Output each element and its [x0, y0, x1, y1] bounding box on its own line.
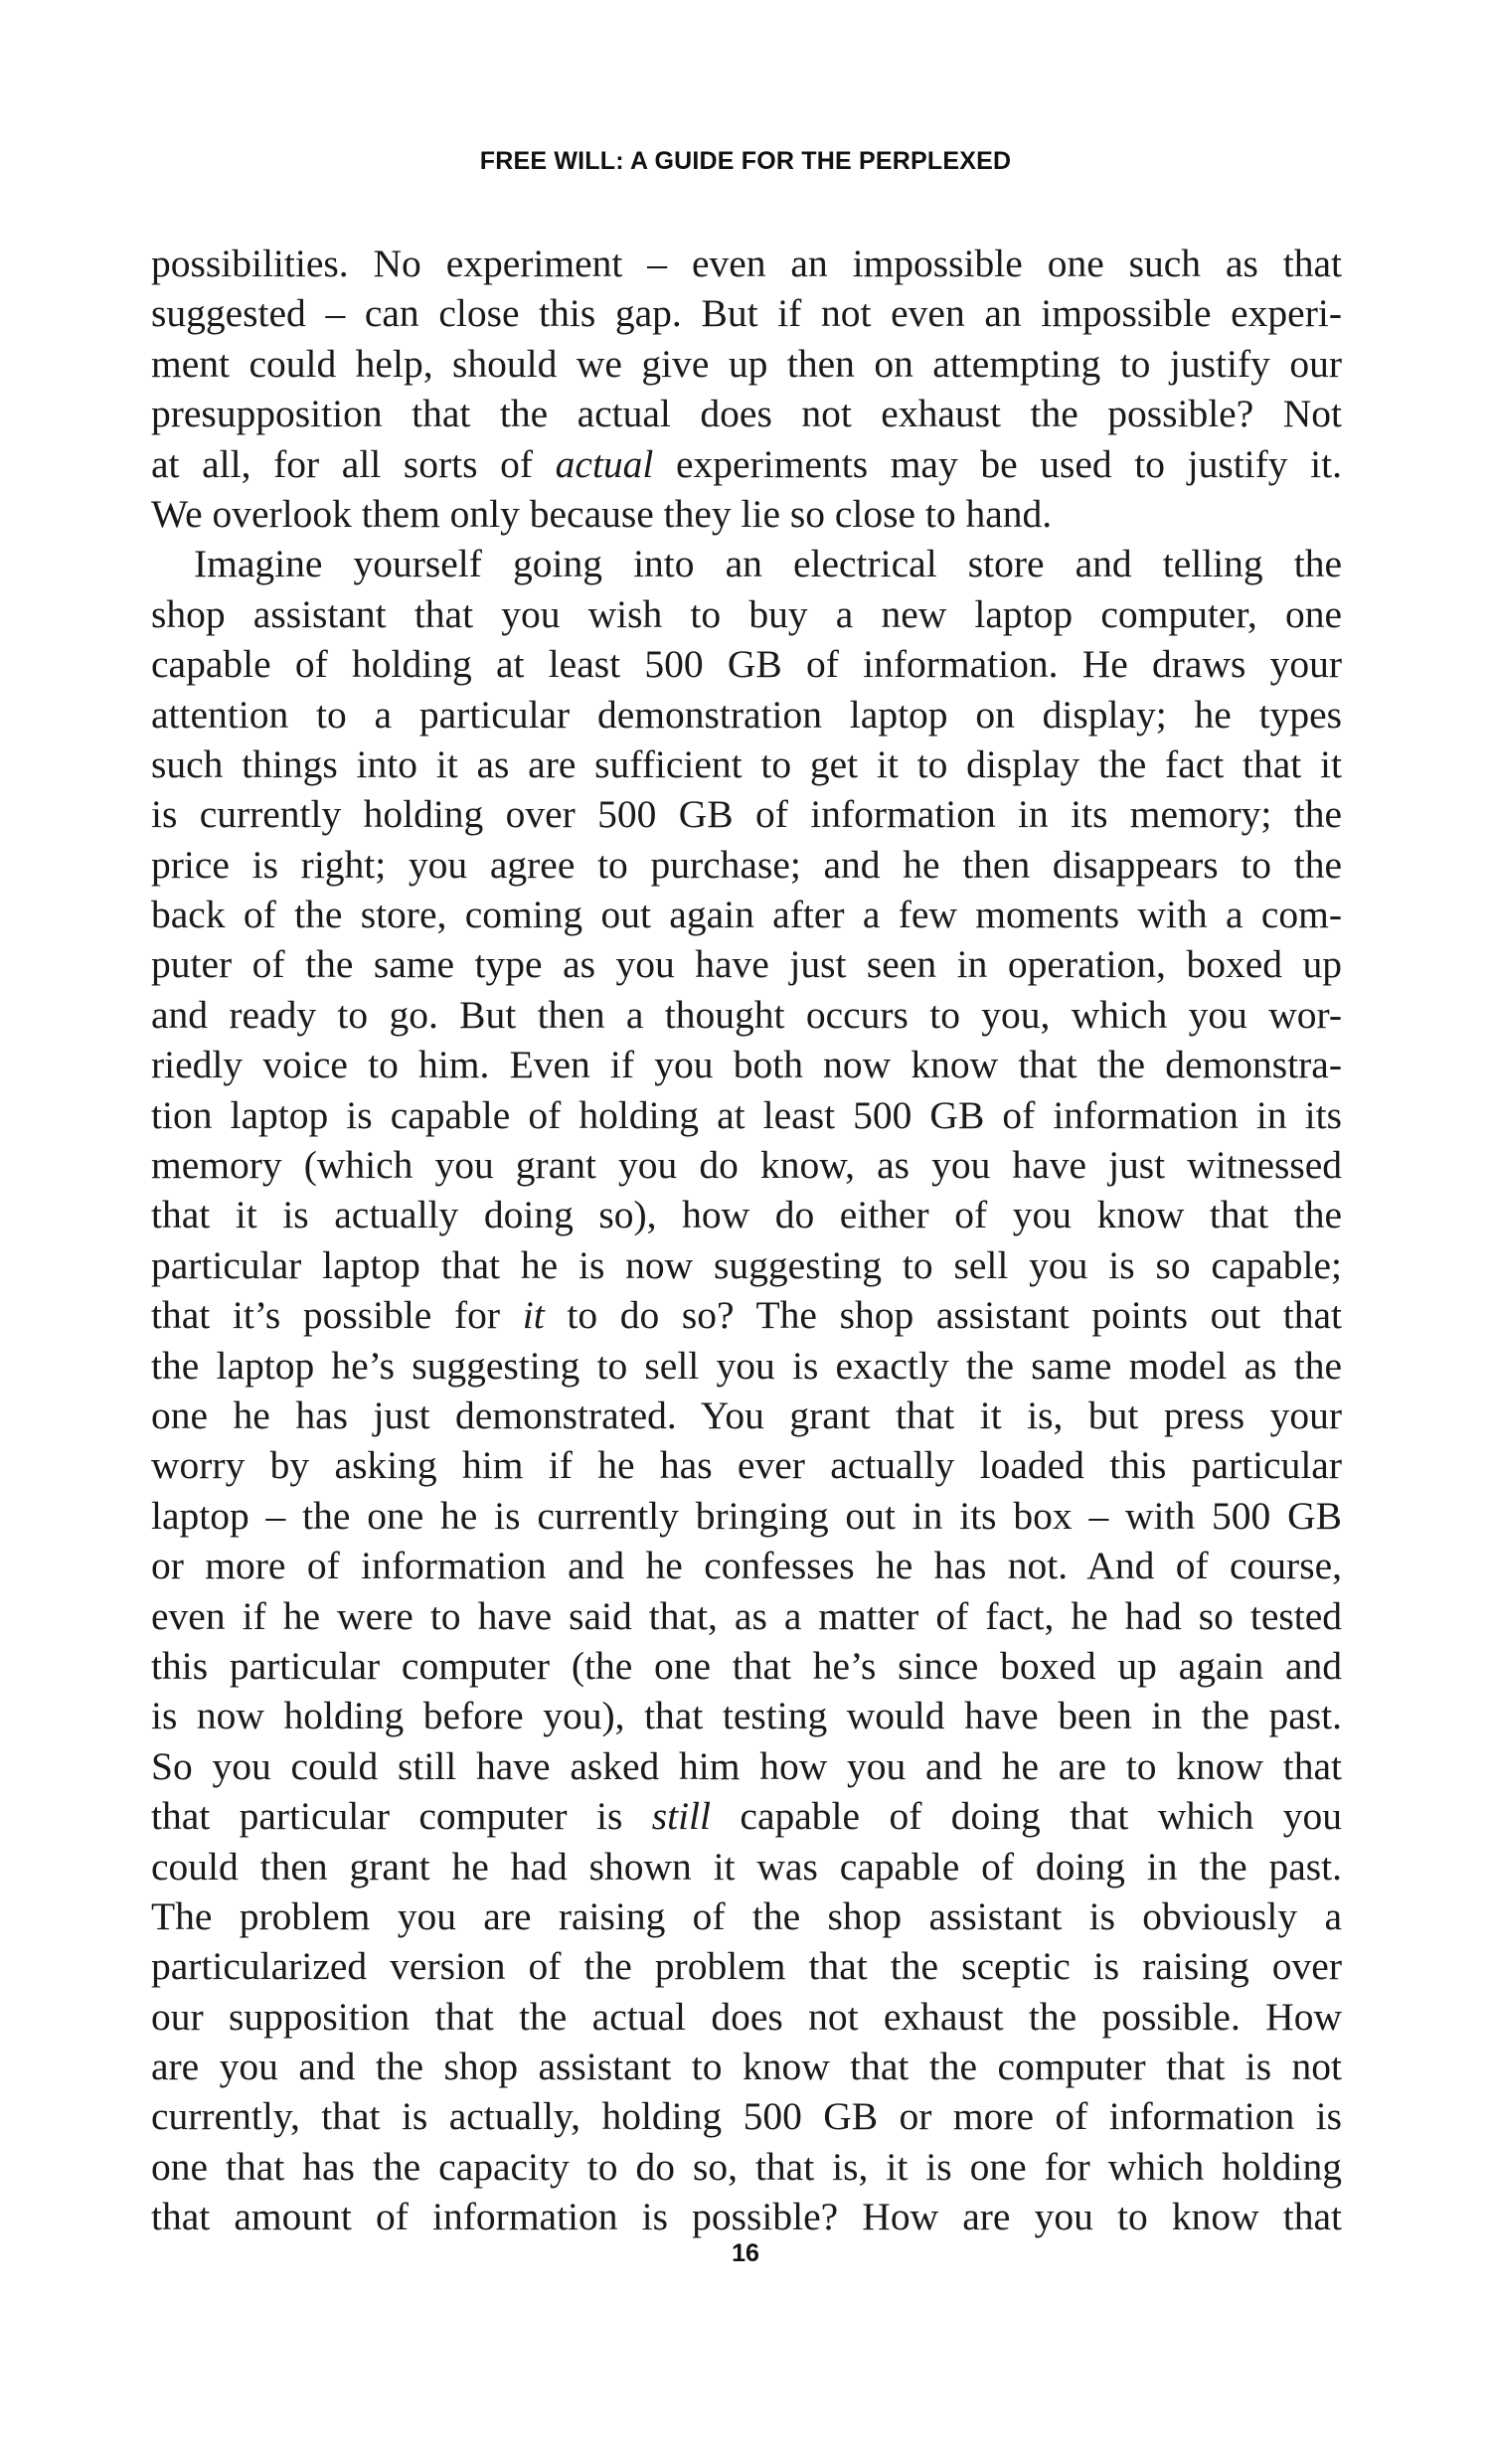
- running-head: FREE WILL: A GUIDE FOR THE PERPLEXED: [479, 147, 1012, 175]
- text-line: attention to a particular demonstration laptop on display; he types: [151, 692, 1342, 737]
- text-line: laptop – the one he is currently bringing out in its box – with 500 GB: [151, 1493, 1342, 1538]
- text-line: or more of information and he confesses he has not. And of course,: [151, 1544, 1342, 1588]
- text-line: We overlook them only because they lie so close to hand.: [151, 491, 1053, 536]
- text-segment: that it’s possible for: [151, 1293, 523, 1338]
- text-line: presupposition that the actual does not exhaust the possible? Not: [151, 392, 1342, 436]
- body-text: [151, 239, 1342, 2242]
- text-line: possibilities. No experiment – even an impossible one such as that: [151, 242, 1342, 285]
- text-line: are you and the shop assistant to know that the computer that is not: [151, 2045, 1342, 2089]
- text-line: our supposition that the actual does not exhaust the possible. How: [151, 1994, 1342, 2039]
- text-line: the laptop he’s suggesting to sell you is exactly the same model as the: [151, 1343, 1342, 1388]
- text-line: back of the store, coming out again after a few moments with a com-: [151, 893, 1342, 937]
- text-segment: experiments may be used to justify it.: [653, 441, 1342, 486]
- text-segment: that particular computer is: [151, 1794, 652, 1839]
- text-line: such things into it as are sufficient to get it to display the fact that it: [151, 741, 1342, 786]
- text-line: The problem you are raising of the shop assistant is obviously a: [151, 1893, 1342, 1938]
- emphasis-text: it: [522, 1293, 545, 1338]
- text-line: is currently holding over 500 GB of information in its memory; the: [151, 792, 1342, 837]
- text-segment: to do so? The shop assistant points out that: [544, 1293, 1343, 1338]
- text-line: particular laptop that he is now suggesting to sell you is so capable;: [151, 1242, 1342, 1287]
- text-line: shop assistant that you wish to buy a new laptop computer, one: [151, 591, 1342, 636]
- text-line: [151, 1791, 1342, 1841]
- text-line: [151, 439, 1342, 489]
- text-line: Imagine yourself going into an electrical store and telling the: [194, 542, 1342, 586]
- text-line: ment could help, should we give up then on attempting to justify our: [151, 341, 1342, 386]
- text-line: tion laptop is capable of holding at least 500 GB of information in its: [151, 1092, 1342, 1137]
- page-number: 16: [732, 2239, 759, 2267]
- text-line: So you could still have asked him how you and he are to know that: [151, 1743, 1342, 1788]
- text-line: memory (which you grant you do know, as you have just witnessed: [151, 1143, 1342, 1188]
- text-line: and ready to go. But then a thought occurs to you, which you wor-: [151, 992, 1342, 1037]
- text-line: [151, 1290, 1342, 1340]
- text-line: this particular computer (the one that he’s since boxed up again and: [151, 1643, 1342, 1688]
- text-line: suggested – can close this gap. But if not even an impossible experi-: [151, 291, 1342, 336]
- text-line: one he has just demonstrated. You grant that it is, but press your: [151, 1393, 1342, 1437]
- text-line: one that has the capacity to do so, that is, it is one for which holding: [151, 2144, 1342, 2189]
- text-line: price is right; you agree to purchase; and he then disappears to the: [151, 842, 1342, 887]
- emphasis-text: actual: [555, 441, 654, 486]
- text-line: that amount of information is possible? How are you to know that: [151, 2195, 1342, 2239]
- paragraph-2: [151, 539, 1342, 2241]
- text-line: worry by asking him if he has ever actually loaded this particular: [151, 1443, 1342, 1488]
- paragraph-1: [151, 239, 1342, 539]
- text-line: currently, that is actually, holding 500 GB or more of information is: [151, 2094, 1342, 2139]
- text-line: riedly voice to him. Even if you both now know that the demonstra-: [151, 1043, 1342, 1087]
- text-line: could then grant he had shown it was capable of doing in the past.: [151, 1844, 1342, 1889]
- text-line: that it is actually doing so), how do either of you know that the: [151, 1193, 1342, 1237]
- text-segment: at all, for all sorts of: [151, 441, 556, 486]
- text-line: is now holding before you), that testing would have been in the past.: [151, 1694, 1342, 1738]
- text-segment: capable of doing that which you: [711, 1794, 1342, 1839]
- emphasis-text: still: [651, 1794, 712, 1839]
- text-line: particularized version of the problem that the sceptic is raising over: [151, 1944, 1342, 1989]
- text-line: puter of the same type as you have just seen in operation, boxed up: [151, 942, 1342, 987]
- text-line: even if he were to have said that, as a matter of fact, he had so tested: [151, 1593, 1342, 1638]
- text-line: capable of holding at least 500 GB of information. He draws your: [151, 642, 1342, 687]
